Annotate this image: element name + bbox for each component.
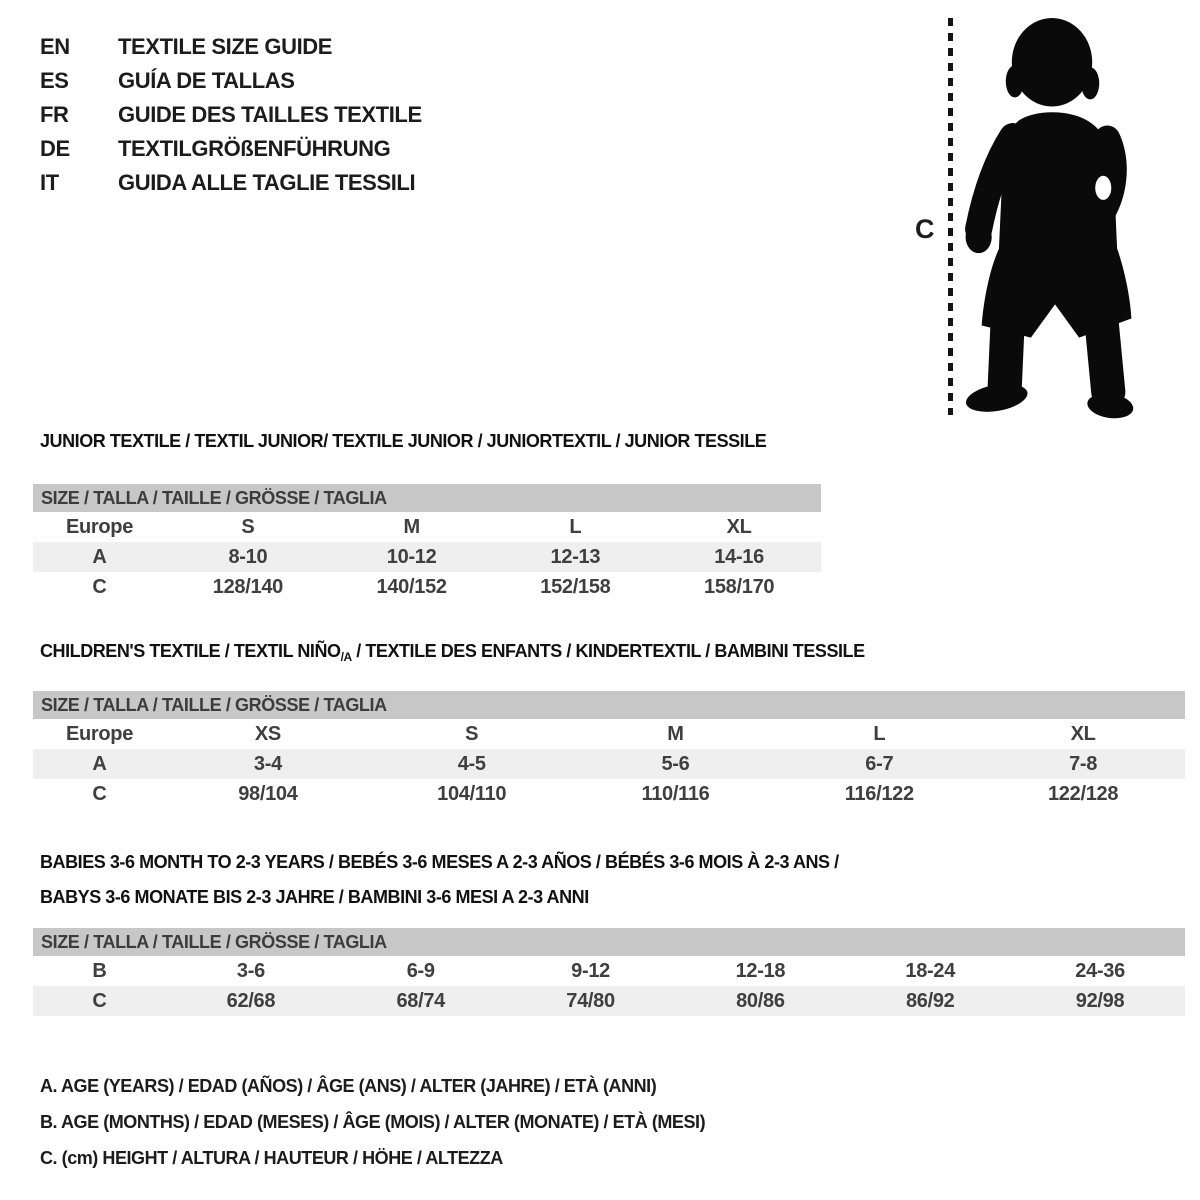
babies-section-title bbox=[40, 845, 839, 915]
table-cell: 12-13 bbox=[550, 545, 601, 568]
table-cell: 104/110 bbox=[437, 782, 507, 805]
table-cell: 122/128 bbox=[1047, 782, 1119, 805]
table-cell: 12-18 bbox=[735, 959, 786, 982]
lang-code: EN bbox=[40, 34, 70, 59]
table-cell: 62/68 bbox=[226, 989, 276, 1012]
junior-size-table bbox=[33, 484, 821, 602]
row-label: B bbox=[92, 959, 107, 982]
table-row-age bbox=[33, 749, 1185, 779]
row-label: A bbox=[92, 545, 107, 568]
silhouette-head bbox=[1012, 18, 1092, 106]
table-cell: 3-6 bbox=[236, 959, 265, 982]
row-label: Europe bbox=[65, 515, 134, 538]
table-cell: XL bbox=[726, 515, 752, 538]
table-row-height bbox=[33, 572, 821, 602]
table-header-row bbox=[33, 928, 1185, 956]
table-cell: M bbox=[667, 722, 684, 745]
table-row-height bbox=[33, 986, 1185, 1016]
junior-section-title: JUNIOR TEXTILE / TEXTIL JUNIOR/ TEXTILE JUNIOR / JUNIORTEXTIL / JUNIOR TESSILE bbox=[40, 431, 767, 451]
table-cell: 86/92 bbox=[905, 989, 955, 1012]
table-cell: S bbox=[241, 515, 255, 538]
babies-size-table bbox=[33, 928, 1185, 1016]
lang-label: GUIDA ALLE TAGLIE TESSILI bbox=[118, 170, 416, 195]
table-cell: 10-12 bbox=[386, 545, 437, 568]
size-header: SIZE / TALLA / TAILLE / GRÖSSE / TAGLIA bbox=[33, 484, 821, 512]
size-header: SIZE / TALLA / TAILLE / GRÖSSE / TAGLIA bbox=[33, 691, 1185, 719]
height-measure-line bbox=[948, 18, 953, 415]
table-header-row bbox=[33, 484, 821, 512]
babies-title-line2: BABYS 3-6 MONATE BIS 2-3 JAHRE / BAMBINI 3-6 MESI A 2-3 ANNI bbox=[40, 887, 589, 907]
table-row-height bbox=[33, 779, 1185, 809]
lang-label: GUÍA DE TALLAS bbox=[118, 68, 295, 93]
table-cell: 9-12 bbox=[571, 959, 610, 982]
child-silhouette bbox=[960, 12, 1142, 424]
children-size-table bbox=[33, 691, 1185, 809]
table-cell: L bbox=[569, 515, 582, 538]
lang-row-es bbox=[40, 64, 422, 98]
lang-label: GUIDE DES TAILLES TEXTILE bbox=[118, 102, 422, 127]
row-label: A bbox=[92, 752, 107, 775]
table-cell: 92/98 bbox=[1075, 989, 1125, 1012]
table-cell: 68/74 bbox=[396, 989, 446, 1012]
row-label: C bbox=[92, 782, 107, 805]
lang-code: ES bbox=[40, 68, 69, 93]
children-title-sub: /A bbox=[340, 650, 352, 664]
table-cell: 6-9 bbox=[406, 959, 435, 982]
table-cell: 24-36 bbox=[1075, 959, 1125, 982]
table-cell: 116/122 bbox=[844, 782, 914, 805]
table-cell: 8-10 bbox=[228, 545, 268, 568]
children-title-post: / TEXTILE DES ENFANTS / KINDERTEXTIL / BAMBINI TESSILE bbox=[351, 641, 865, 661]
table-row-europe bbox=[33, 719, 1185, 749]
lang-label: TEXTILGRÖßENFÜHRUNG bbox=[118, 136, 391, 161]
lang-row-fr bbox=[40, 98, 422, 132]
table-cell: 158/170 bbox=[704, 575, 775, 598]
table-cell: L bbox=[873, 722, 886, 745]
table-cell: 80/86 bbox=[736, 989, 785, 1012]
lang-label: TEXTILE SIZE GUIDE bbox=[118, 34, 333, 59]
lang-code: IT bbox=[40, 170, 59, 195]
table-cell: 14-16 bbox=[714, 545, 764, 568]
lang-row-it bbox=[40, 166, 422, 200]
table-cell: XS bbox=[254, 722, 281, 745]
lang-row-de bbox=[40, 132, 422, 166]
lang-row-en bbox=[40, 30, 422, 64]
table-row-months bbox=[33, 956, 1185, 986]
note-height-cm: C. (cm) HEIGHT / ALTURA / HAUTEUR / HÖHE / ALTEZZA bbox=[40, 1148, 503, 1168]
children-title-pre: CHILDREN'S TEXTILE / TEXTIL NIÑO bbox=[40, 641, 341, 661]
children-section-title bbox=[40, 641, 865, 662]
table-cell: XL bbox=[1070, 722, 1096, 745]
row-label: C bbox=[92, 575, 107, 598]
lang-code: FR bbox=[40, 102, 69, 127]
table-cell: S bbox=[465, 722, 479, 745]
table-cell: 140/152 bbox=[376, 575, 447, 598]
row-label: Europe bbox=[65, 722, 134, 745]
table-cell: 5-6 bbox=[661, 752, 690, 775]
table-cell: 110/116 bbox=[641, 782, 710, 805]
legend-notes bbox=[40, 1068, 705, 1176]
table-header-row bbox=[33, 691, 1185, 719]
table-cell: 128/140 bbox=[212, 575, 283, 598]
language-header bbox=[40, 30, 422, 200]
table-row-age bbox=[33, 542, 821, 572]
lang-code: DE bbox=[40, 136, 70, 161]
babies-title-line1: BABIES 3-6 MONTH TO 2-3 YEARS / BEBÉS 3-6 MESES A 2-3 AÑOS / BÉBÉS 3-6 MOIS À 2-3 ANS / bbox=[40, 852, 839, 872]
height-measure-label: C bbox=[915, 214, 934, 244]
table-cell: 18-24 bbox=[905, 959, 956, 982]
row-label: C bbox=[92, 989, 107, 1012]
table-cell: 98/104 bbox=[238, 782, 298, 805]
size-header: SIZE / TALLA / TAILLE / GRÖSSE / TAGLIA bbox=[33, 928, 1185, 956]
table-cell: 3-4 bbox=[253, 752, 282, 775]
table-cell: 4-5 bbox=[457, 752, 486, 775]
table-cell: 6-7 bbox=[865, 752, 894, 775]
note-age-months: B. AGE (MONTHS) / EDAD (MESES) / ÂGE (MOIS) / ALTER (MONATE) / ETÀ (MESI) bbox=[40, 1112, 706, 1132]
table-cell: 74/80 bbox=[566, 989, 615, 1012]
table-cell: M bbox=[403, 515, 420, 538]
note-age-years: A. AGE (YEARS) / EDAD (AÑOS) / ÂGE (ANS) / ALTER (JAHRE) / ETÀ (ANNI) bbox=[40, 1076, 657, 1096]
table-cell: 7-8 bbox=[1069, 752, 1098, 775]
table-row-europe bbox=[33, 512, 821, 542]
table-cell: 152/158 bbox=[540, 575, 611, 598]
